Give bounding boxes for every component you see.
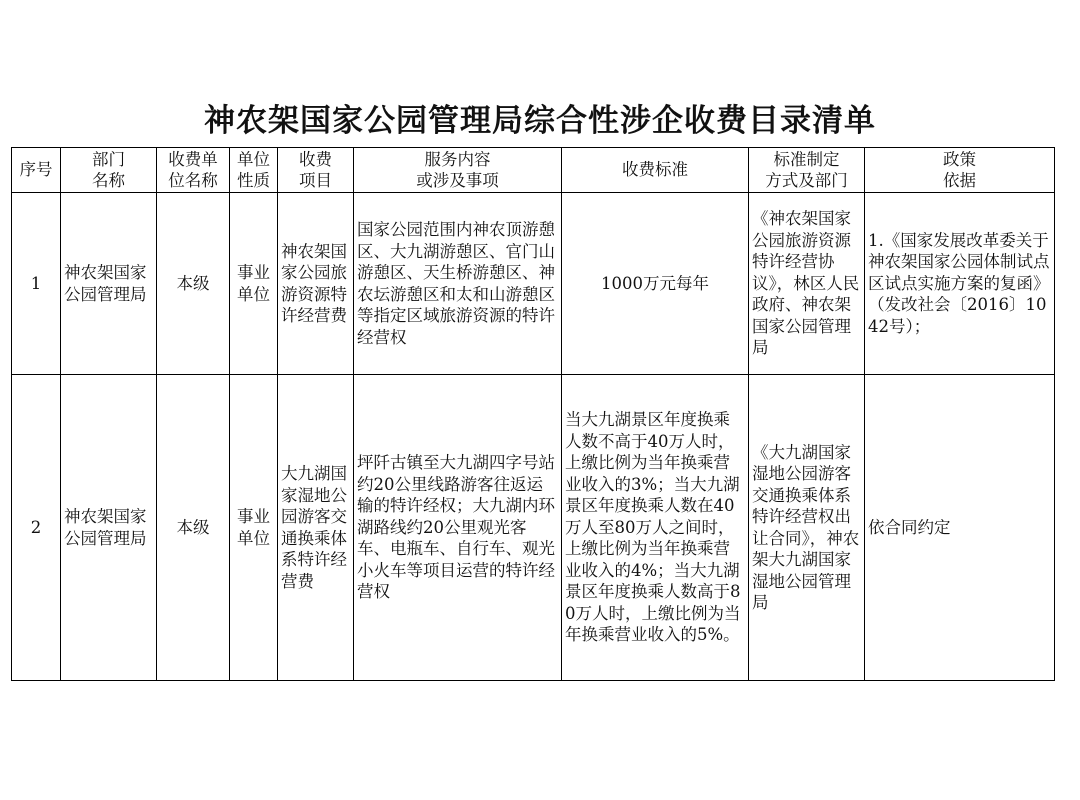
cell-method: 《大九湖国家湿地公园游客交通换乘体系特许经营权出让合同》，神农架大九湖国家湿地公园管理局: [749, 375, 865, 681]
header-nature: 单位 性质: [230, 148, 278, 193]
cell-method: 《神农架国家公园旅游资源特许经营协议》，林区人民政府、神农架国家公园管理局: [749, 193, 865, 375]
cell-unit: 本级: [157, 193, 230, 375]
header-method: 标准制定 方式及部门: [749, 148, 865, 193]
table-row: [12, 375, 1055, 681]
cell-dept: 神农架国家公园管理局: [61, 193, 157, 375]
fee-catalog-table: [11, 147, 1055, 681]
cell-unit: 本级: [157, 375, 230, 681]
cell-standard: 当大九湖景区年度换乘人数不高于40万人时，上缴比例为当年换乘营业收入的3%；当大九湖景区年度换乘人数在40万人至80万人之间时，上缴比例为当年换乘营业收入的4%；当大九湖景区年度换乘人数高于80万人时，上缴比例为当年换乘营业收入的5%。: [562, 375, 749, 681]
cell-item: 神农架国家公园旅游资源特许经营费: [278, 193, 354, 375]
cell-service: 坪阡古镇至大九湖四字号站约20公里线路游客往返运输的特许经权；大九湖内环湖路线约20公里观光客车、电瓶车、自行车、观光小火车等项目运营的特许经营权: [354, 375, 562, 681]
header-standard: 收费标准: [562, 148, 749, 193]
cell-standard: 1000万元每年: [562, 193, 749, 375]
header-unit: 收费单 位名称: [157, 148, 230, 193]
header-seq: 序号: [12, 148, 61, 193]
cell-basis: 依合同约定: [865, 375, 1055, 681]
cell-seq: 1: [12, 193, 61, 375]
table-row: [12, 193, 1055, 375]
cell-service: 国家公园范围内神农顶游憩区、大九湖游憩区、官门山游憩区、天生桥游憩区、神农坛游憩区和太和山游憩区等指定区域旅游资源的特许经营权: [354, 193, 562, 375]
cell-seq: 2: [12, 375, 61, 681]
page-title: 神农架国家公园管理局综合性涉企收费目录清单: [204, 103, 876, 139]
table-header-row: [12, 148, 1055, 193]
cell-nature: 事业单位: [230, 375, 278, 681]
header-item: 收费 项目: [278, 148, 354, 193]
header-dept: 部门 名称: [61, 148, 157, 193]
cell-dept: 神农架国家公园管理局: [61, 375, 157, 681]
cell-nature: 事业单位: [230, 193, 278, 375]
cell-item: 大九湖国家湿地公园游客交通换乘体系特许经营费: [278, 375, 354, 681]
header-service: 服务内容 或涉及事项: [354, 148, 562, 193]
header-basis: 政策 依据: [865, 148, 1055, 193]
cell-basis: 1.《国家发展改革委关于神农架国家公园体制试点区试点实施方案的复函》（发改社会〔2016〕1042号）；: [865, 193, 1055, 375]
